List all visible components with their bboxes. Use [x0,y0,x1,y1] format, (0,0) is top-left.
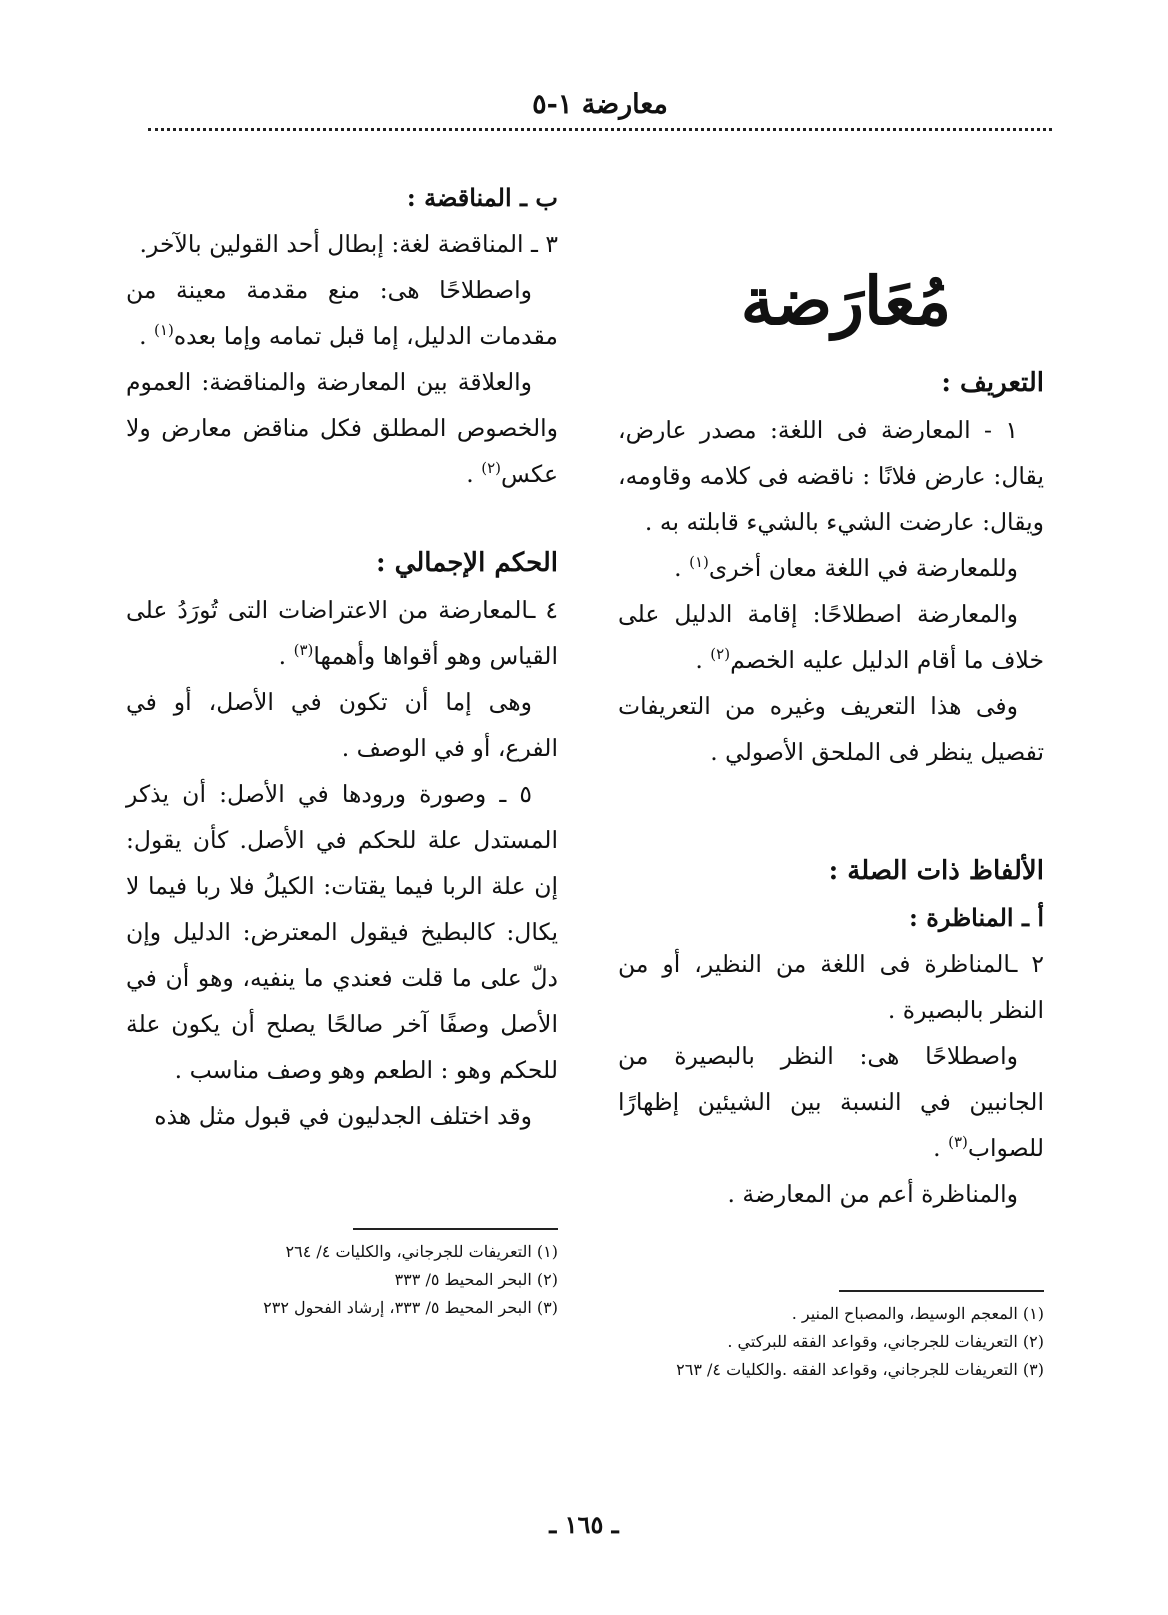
paragraph-7: والمناظرة أعم من المعارضة . [727,1180,1018,1208]
footnote-ref: (٣) [293,641,314,660]
paragraph-2: واصطلاحًا هى: منع مقدمة معينة من مقدمات الدليل، إما قبل تمامه وإما بعده$^{(١)}$ . [126,276,558,350]
footnote: (١) المعجم الوسيط، والمصباح المنير . [791,1304,1044,1323]
paragraph-5: ٢ ـالمناظرة فى اللغة من النظير، أو من النظر بالبصيرة . [618,950,1044,1024]
paragraph-4: وفى هذا التعريف وغيره من التعريفات تفصيل ينظر فى الملحق الأصولي . [618,692,1044,766]
footnote: (٢) التعريفات للجرجاني، وقواعد الفقه للبركتي . [727,1332,1044,1351]
left-column [126,175,558,1139]
footnote-ref: (١) [154,321,174,340]
footnote: (٣) البحر المحيط ٥/ ٣٣٣، إرشاد الفحول ٢٣٢ [263,1298,558,1317]
subheading-a: أ ـ المناظرة : [909,903,1044,932]
footnote-ref: (٢) [481,459,502,478]
paragraph-1: ١ - المعارضة فى اللغة: مصدر عارض، يقال: عارض فلانًا : ناقضه فى كلامه وقاومه، ويقال: عارضت الشيء بالشيء قابلته به . [618,416,1044,536]
footnote: (٣) التعريفات للجرجاني، وقواعد الفقه .والكليات ٤/ ٢٦٣ [676,1360,1044,1379]
ruling-heading: الحكم الإجمالي : [376,548,558,578]
footnote-ref: (١) [689,553,709,572]
footnote-ref: (٢) [710,645,731,664]
footnote-divider [839,1290,1044,1292]
header-title: معارضة ١-٥ [532,89,668,120]
paragraph-3: والمعارضة اصطلاحًا: إقامة الدليل على خلاف ما أقام الدليل عليه الخصم$^{(٢)}$ . [618,600,1044,674]
paragraph-1: ٣ ـ المناقضة لغة: إبطال أحد القولين بالآخر. [139,230,558,258]
paragraph-2: وللمعارضة في اللغة معان أخرى$^{(١)}$ . [674,553,1018,582]
paragraph-7: وقد اختلف الجدليون في قبول مثل هذه [154,1102,532,1130]
right-column [618,175,1044,1217]
paragraph-6: ٥ ـ وصورة ورودها في الأصل: أن يذكر المستدل علة للحكم في الأصل. كأن يقول: إن علة الربا فيما يقتات: الكيلُ فلا ربا فيما لا يكال: كالبطيخ فيقول المعترض: الدليل وإن دلّ على ما قلت فعندي ما ينفيه، وهو أن في الأصل وصفًا آخر صالحًا يصلح أن يكون علة للحكم وهو : الطعم وهو وصف مناسب . [126,780,558,1084]
footnote-divider [353,1228,558,1230]
paragraph-4: ٤ ـالمعارضة من الاعتراضات التى تُورَدُ على القياس وهو أقواها وأهمها$^{(٣)}$ . [126,596,558,670]
page-number: ـ ١٦٥ ـ [549,1510,619,1539]
definition-heading: التعريف : [941,368,1044,398]
entry-title: مُعَارَضة [740,262,952,340]
paragraph-3: والعلاقة بين المعارضة والمناقضة: العموم والخصوص المطلق فكل مناقض معارض ولا عكس$^{(٢)}$ . [126,368,558,488]
footnote-ref: (٣) [948,1133,968,1152]
paragraph-5: وهى إما أن تكون في الأصل، أو في الفرع، أو في الوصف . [126,688,558,762]
footnotes-left [126,1228,558,1322]
running-header [148,82,1052,131]
footnotes-right [618,1290,1044,1384]
related-terms-heading: الألفاظ ذات الصلة : [828,856,1044,886]
subheading-b: ب ـ المناقضة : [406,183,558,212]
footnote: (٢) البحر المحيط ٥/ ٣٣٣ [394,1270,558,1289]
footnote: (١) التعريفات للجرجاني، والكليات ٤/ ٢٦٤ [285,1242,558,1261]
paragraph-6: واصطلاحًا هى: النظر بالبصيرة من الجانبين في النسبة بين الشيئين إظهارًا للصواب$^{(٣)}$ . [618,1042,1044,1162]
